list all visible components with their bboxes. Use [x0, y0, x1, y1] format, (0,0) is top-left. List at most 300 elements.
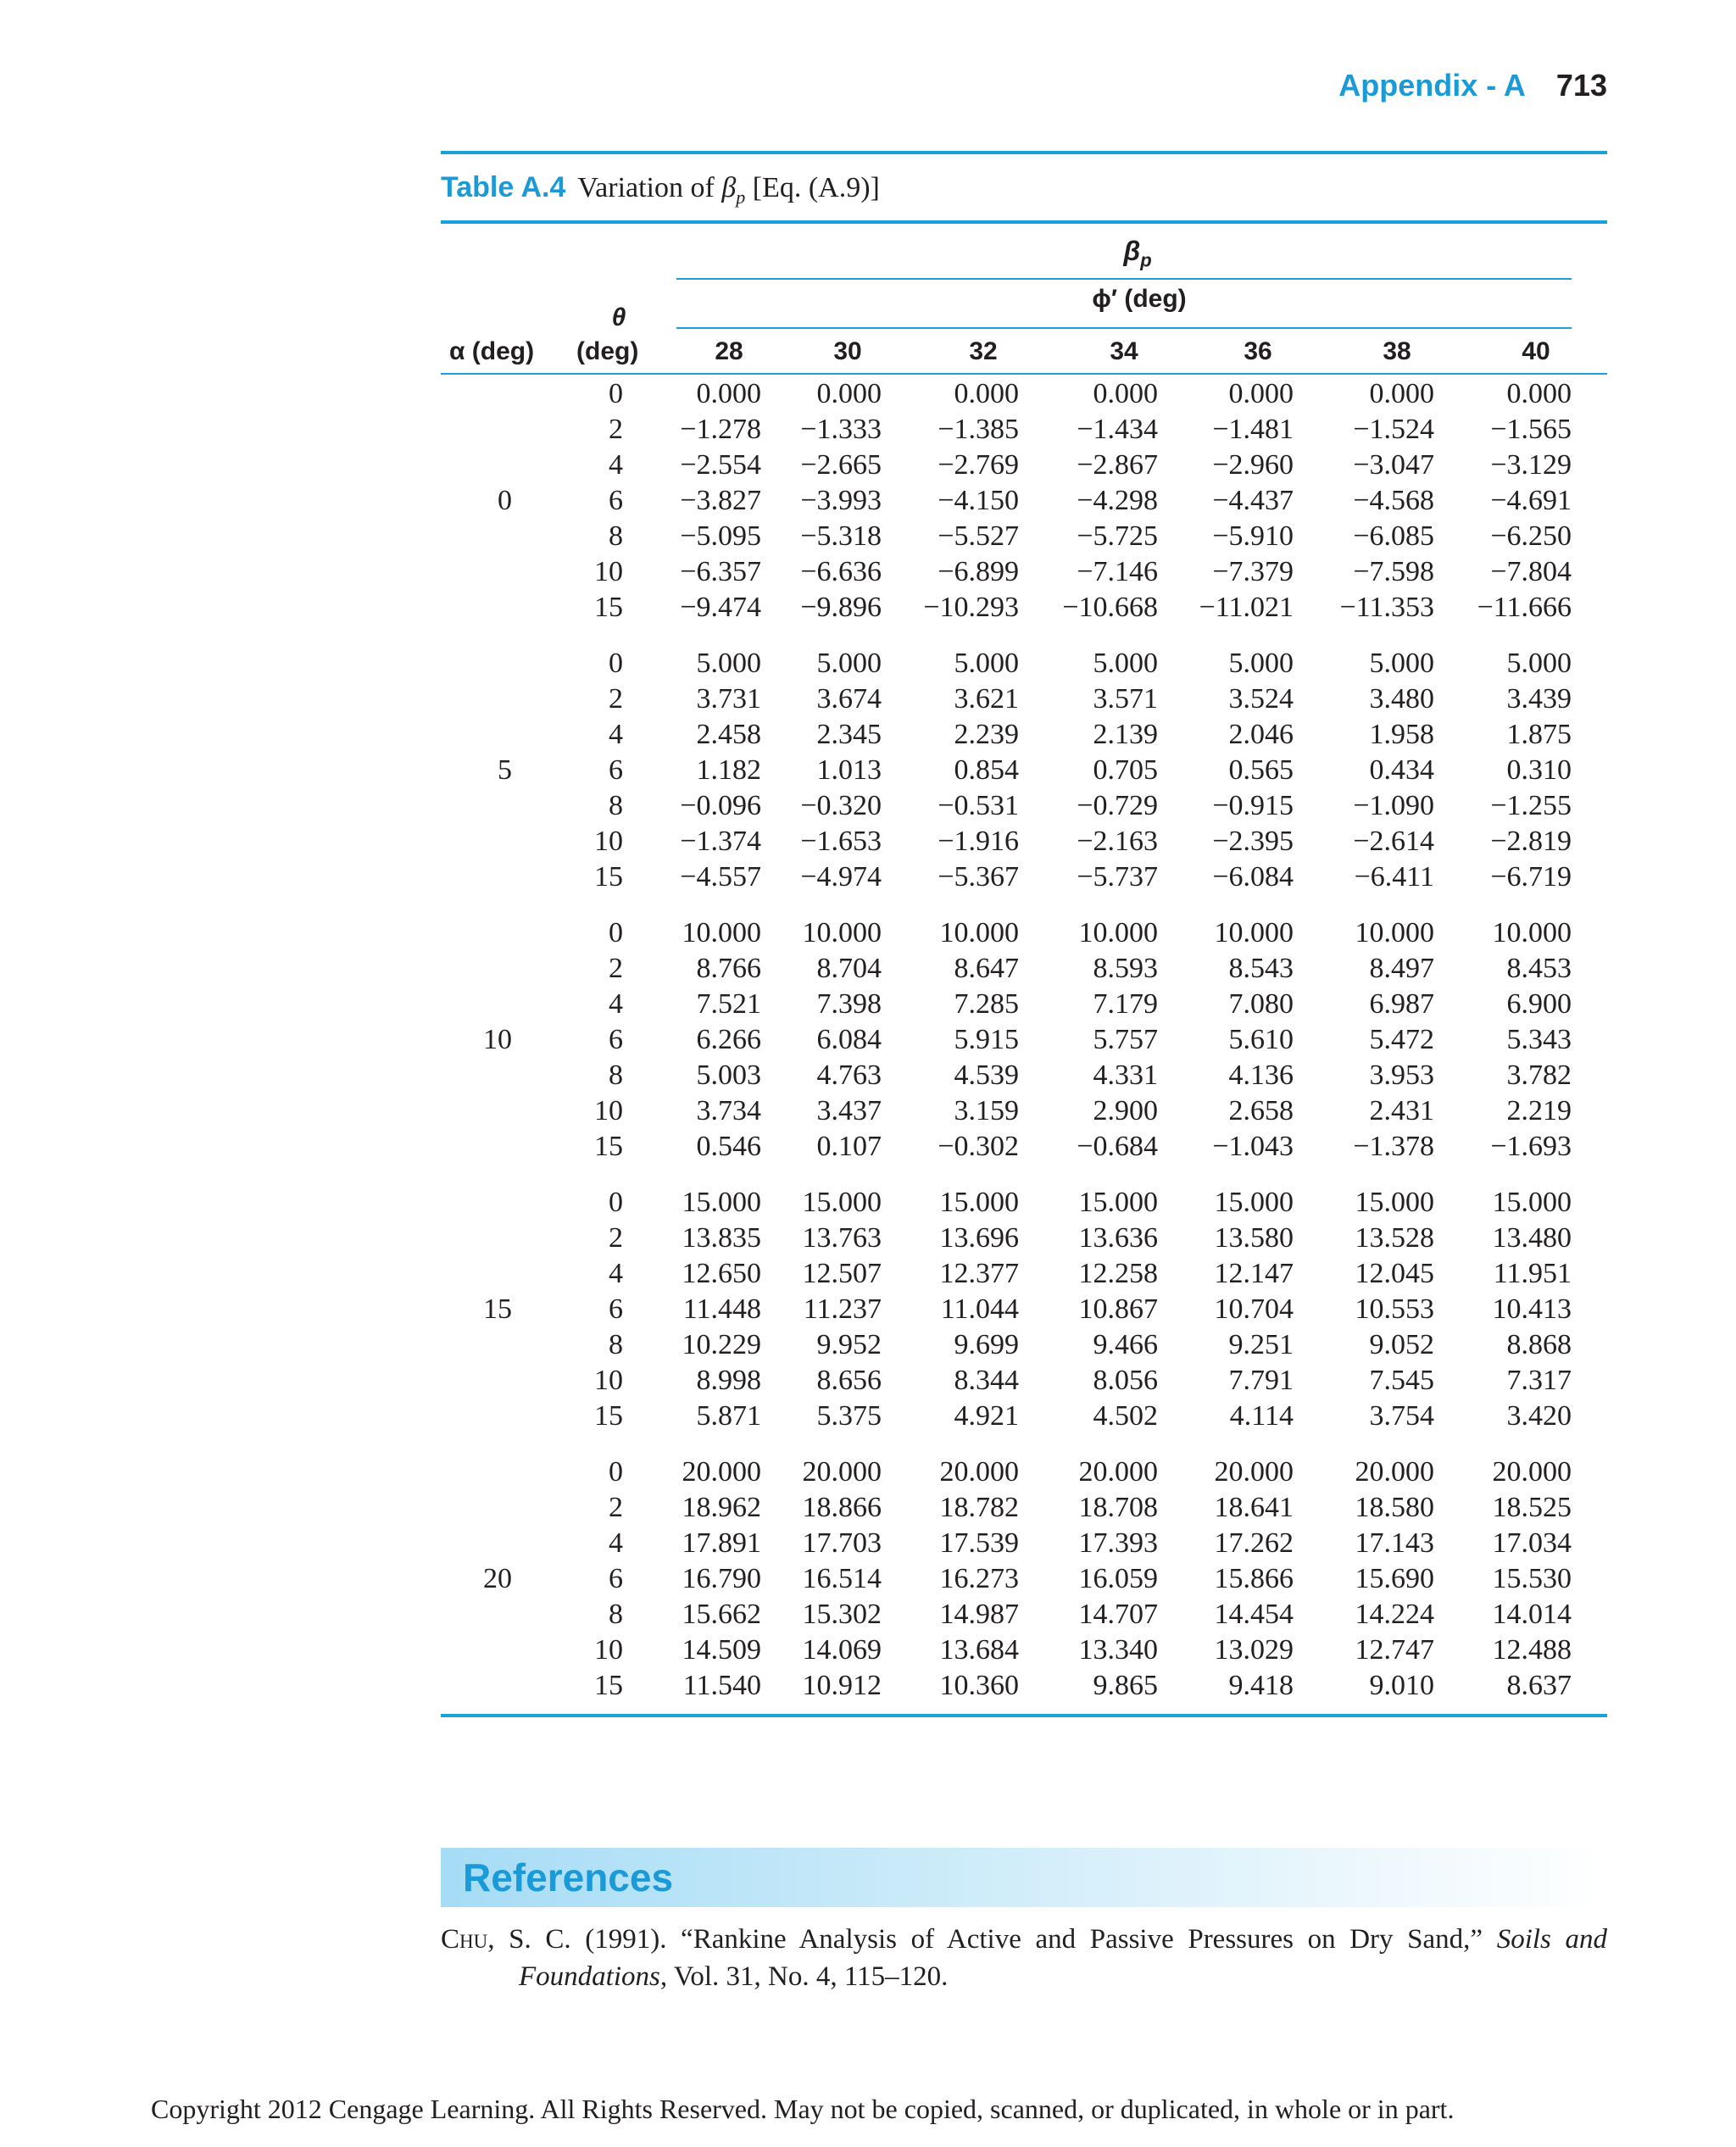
page-header [1338, 68, 1607, 103]
beta-value: 16.790 [682, 1563, 761, 1594]
theta-value: 8 [609, 790, 623, 821]
beta-value: 3.159 [954, 1095, 1019, 1126]
beta-value: −5.737 [1077, 861, 1158, 893]
phi-column-header: 28 [715, 337, 743, 365]
beta-value: 3.621 [954, 683, 1019, 715]
beta-value: −3.129 [1490, 449, 1572, 481]
theta-value: 6 [609, 1293, 623, 1325]
beta-value: 9.052 [1369, 1329, 1434, 1360]
table-row [0, 988, 1736, 1024]
beta-value: 5.003 [696, 1060, 761, 1091]
beta-value: 7.398 [816, 988, 882, 1020]
beta-value: 3.953 [1369, 1060, 1434, 1091]
beta-value: 8.998 [696, 1365, 761, 1396]
beta-value: 20.000 [939, 1456, 1019, 1488]
beta-value: 13.480 [1492, 1222, 1572, 1254]
theta-value: 8 [609, 1599, 623, 1630]
beta-value: 12.045 [1355, 1258, 1434, 1289]
beta-value: 15.690 [1355, 1563, 1434, 1594]
beta-value: 8.543 [1228, 953, 1294, 984]
beta-value: 17.143 [1355, 1527, 1434, 1559]
beta-value: −6.357 [680, 556, 761, 587]
beta-value: 16.514 [802, 1563, 882, 1594]
beta-value: 15.000 [802, 1187, 882, 1218]
beta-value: 10.000 [682, 917, 761, 948]
theta-value: 4 [609, 719, 623, 750]
table-row [0, 1599, 1736, 1634]
beta-value: 8.656 [816, 1365, 882, 1396]
beta-value: −2.554 [680, 449, 761, 481]
beta-value: 1.958 [1369, 719, 1434, 750]
alpha-value: 0 [498, 485, 512, 516]
beta-value: 11.237 [803, 1293, 882, 1325]
beta-value: 17.034 [1492, 1527, 1572, 1559]
beta-value: 15.000 [1078, 1187, 1158, 1218]
rule-mid [441, 220, 1607, 224]
alpha-value: 20 [483, 1563, 512, 1594]
beta-value: −0.729 [1077, 790, 1158, 821]
beta-value: 3.731 [696, 683, 761, 715]
table-row [0, 378, 1736, 414]
beta-value: 8.344 [954, 1365, 1019, 1396]
beta-value: −1.378 [1353, 1131, 1434, 1162]
beta-value: 5.000 [696, 648, 761, 679]
beta-value: 16.273 [939, 1563, 1019, 1594]
theta-value: 0 [609, 648, 623, 679]
beta-value: 0.000 [1228, 378, 1294, 409]
table-row [0, 1563, 1736, 1599]
beta-value: −4.974 [800, 861, 882, 893]
table-row [0, 1329, 1736, 1365]
beta-value: 6.987 [1369, 988, 1434, 1020]
beta-value: 2.458 [696, 719, 761, 750]
beta-value: 14.069 [802, 1634, 882, 1666]
beta-value: 4.136 [1228, 1060, 1294, 1091]
beta-value: 10.000 [939, 917, 1019, 948]
thin-rule-2 [676, 327, 1572, 329]
beta-value: 18.708 [1078, 1492, 1158, 1523]
table-row [0, 1365, 1736, 1400]
beta-value: −1.043 [1212, 1131, 1294, 1162]
beta-value: 3.480 [1369, 683, 1434, 715]
beta-value: 0.000 [696, 378, 761, 409]
theta-value: 10 [594, 1365, 623, 1396]
table-caption [441, 171, 880, 209]
beta-value: −2.819 [1490, 826, 1572, 857]
beta-value: 8.704 [816, 953, 882, 984]
beta-value: 8.647 [954, 953, 1019, 984]
beta-value: 12.147 [1214, 1258, 1294, 1289]
beta-value: 6.900 [1506, 988, 1572, 1020]
beta-value: 20.000 [1078, 1456, 1158, 1488]
beta-value: 12.377 [939, 1258, 1019, 1289]
beta-value: 0.000 [1093, 378, 1158, 409]
beta-value: −5.910 [1212, 520, 1294, 552]
beta-value: 0.434 [1369, 754, 1434, 786]
page-number: 713 [1555, 68, 1607, 103]
table-row [0, 414, 1736, 449]
beta-value: −4.557 [680, 861, 761, 893]
beta-value: −0.684 [1077, 1131, 1158, 1162]
beta-value: 7.285 [954, 988, 1019, 1020]
beta-value: 5.757 [1093, 1024, 1158, 1055]
beta-value: 5.000 [1369, 648, 1434, 679]
table-row [0, 1095, 1736, 1131]
beta-value: 4.539 [954, 1060, 1019, 1091]
beta-value: 0.854 [954, 754, 1019, 786]
theta-value: 2 [609, 1492, 623, 1523]
beta-value: −6.636 [800, 556, 882, 587]
beta-value: 11.044 [940, 1293, 1019, 1325]
beta-value: −2.614 [1353, 826, 1434, 857]
table-row [0, 1456, 1736, 1492]
beta-value: −3.993 [800, 485, 882, 516]
table-row [0, 754, 1736, 790]
beta-header: $\beta_p$ [1123, 236, 1152, 271]
reference-author: Chu, S. C. [441, 1924, 571, 1955]
beta-value: 15.302 [802, 1599, 882, 1630]
beta-value: −0.096 [680, 790, 761, 821]
beta-value: 7.545 [1369, 1365, 1434, 1396]
beta-value: 10.000 [1078, 917, 1158, 948]
table-title-symbol: β [721, 172, 737, 203]
beta-value: −2.395 [1212, 826, 1294, 857]
beta-value: −6.411 [1354, 861, 1434, 893]
beta-value: 10.867 [1078, 1293, 1158, 1325]
beta-value: 10.000 [802, 917, 882, 948]
beta-value: 2.046 [1228, 719, 1294, 750]
beta-value: 5.871 [696, 1400, 761, 1432]
beta-value: 0.310 [1506, 754, 1572, 786]
beta-value: 10.704 [1214, 1293, 1294, 1325]
table-row [0, 790, 1736, 826]
beta-value: 15.000 [1214, 1187, 1294, 1218]
beta-value: −10.293 [923, 592, 1019, 623]
beta-value: 14.454 [1214, 1599, 1294, 1630]
phi-column-header: 38 [1383, 337, 1411, 365]
beta-value: 5.610 [1228, 1024, 1294, 1055]
beta-value: 2.345 [816, 719, 882, 750]
beta-value: −1.524 [1353, 414, 1434, 445]
theta-value: 0 [609, 1456, 623, 1488]
beta-value: 13.580 [1214, 1222, 1294, 1254]
beta-value: 8.766 [696, 953, 761, 984]
beta-value: 1.013 [816, 754, 882, 786]
beta-value: 7.080 [1228, 988, 1294, 1020]
beta-value: −2.163 [1077, 826, 1158, 857]
beta-value: −3.827 [680, 485, 761, 516]
theta-value: 4 [609, 1527, 623, 1559]
beta-value: 14.224 [1355, 1599, 1434, 1630]
copyright-footer: Copyright 2012 Cengage Learning. All Rights Reserved. May not be copied, scanned, or duplicated, in whole or in part. [151, 2094, 1455, 2124]
beta-value: 2.219 [1506, 1095, 1572, 1126]
beta-value: 12.507 [802, 1258, 882, 1289]
beta-value: 6.266 [696, 1024, 761, 1055]
beta-value: 20.000 [802, 1456, 882, 1488]
beta-value: −6.250 [1490, 520, 1572, 552]
table-row [0, 719, 1736, 754]
beta-value: 20.000 [682, 1456, 761, 1488]
beta-value: −2.867 [1077, 449, 1158, 481]
beta-value: −6.085 [1353, 520, 1434, 552]
beta-value: 10.000 [1492, 917, 1572, 948]
beta-value: −0.531 [938, 790, 1019, 821]
beta-value: −1.653 [800, 826, 882, 857]
beta-value: −4.298 [1077, 485, 1158, 516]
beta-value: −4.150 [938, 485, 1019, 516]
beta-value: −1.385 [938, 414, 1019, 445]
theta-value: 0 [609, 917, 623, 948]
beta-value: 0.107 [816, 1131, 882, 1162]
beta-value: 18.962 [682, 1492, 761, 1523]
beta-value: 2.900 [1093, 1095, 1158, 1126]
beta-value: 3.674 [816, 683, 882, 715]
beta-value: 8.593 [1093, 953, 1158, 984]
table-title-prefix: Variation of [577, 172, 722, 203]
theta-value: 4 [609, 1258, 623, 1289]
beta-value: 10.000 [1214, 917, 1294, 948]
beta-value: 9.952 [816, 1329, 882, 1360]
alpha-value: 15 [483, 1293, 512, 1325]
beta-value: 0.565 [1228, 754, 1294, 786]
beta-value: −0.320 [800, 790, 882, 821]
beta-value: 8.453 [1506, 953, 1572, 984]
table-row [0, 1670, 1736, 1705]
table-title-suffix: [Eq. (A.9)] [745, 172, 880, 203]
beta-value: 8.868 [1506, 1329, 1572, 1360]
theta-value: 15 [594, 1131, 623, 1162]
beta-value: 15.662 [682, 1599, 761, 1630]
theta-value: 6 [609, 1563, 623, 1594]
beta-value: −2.769 [938, 449, 1019, 481]
beta-value: −10.668 [1062, 592, 1158, 623]
beta-value: 3.524 [1228, 683, 1294, 715]
beta-value: 16.059 [1078, 1563, 1158, 1594]
theta-value: 15 [594, 861, 623, 893]
beta-value: 0.000 [954, 378, 1019, 409]
beta-value: 1.182 [696, 754, 761, 786]
beta-value: 11.951 [1493, 1258, 1572, 1289]
table-row [0, 1222, 1736, 1258]
phi-column-header: 40 [1522, 337, 1550, 365]
beta-value: 5.000 [954, 648, 1019, 679]
beta-value: 9.251 [1228, 1329, 1294, 1360]
beta-value: 13.029 [1214, 1634, 1294, 1666]
beta-value: 3.439 [1506, 683, 1572, 715]
beta-value: 11.448 [682, 1293, 761, 1325]
beta-value: 3.437 [816, 1095, 882, 1126]
beta-value: 20.000 [1492, 1456, 1572, 1488]
theta-value: 2 [609, 1222, 623, 1254]
table-row [0, 1258, 1736, 1293]
beta-value: 0.000 [1506, 378, 1572, 409]
beta-value: 4.921 [954, 1400, 1019, 1432]
table-row [0, 485, 1736, 520]
beta-value: −1.255 [1490, 790, 1572, 821]
beta-value: 13.636 [1078, 1222, 1158, 1254]
theta-value: 10 [594, 1634, 623, 1666]
beta-value: 13.340 [1078, 1634, 1158, 1666]
beta-value: 2.658 [1228, 1095, 1294, 1126]
beta-value: 6.084 [816, 1024, 882, 1055]
references-band [441, 1848, 1607, 1907]
beta-value: 9.699 [954, 1329, 1019, 1360]
table-row [0, 520, 1736, 556]
beta-value: −4.568 [1353, 485, 1434, 516]
beta-value: 12.747 [1355, 1634, 1434, 1666]
beta-value: 3.734 [696, 1095, 761, 1126]
alpha-value: 10 [483, 1024, 512, 1055]
table-row [0, 953, 1736, 988]
beta-value: −5.318 [800, 520, 882, 552]
table-row [0, 1131, 1736, 1166]
beta-value: −7.379 [1212, 556, 1294, 587]
beta-value: 0.705 [1093, 754, 1158, 786]
table-row [0, 1060, 1736, 1095]
theta-value: 15 [594, 1400, 623, 1432]
table-row [0, 1400, 1736, 1436]
beta-value: 9.418 [1228, 1670, 1294, 1701]
beta-value: 15.000 [1492, 1187, 1572, 1218]
table-label: Table A.4 [441, 171, 566, 203]
beta-value: −5.367 [938, 861, 1019, 893]
beta-value: 13.763 [802, 1222, 882, 1254]
table-row [0, 1527, 1736, 1563]
beta-value: 18.641 [1214, 1492, 1294, 1523]
beta-value: −0.915 [1212, 790, 1294, 821]
table-row [0, 1293, 1736, 1329]
phi-column-header: 34 [1110, 337, 1138, 365]
beta-value: 20.000 [1214, 1456, 1294, 1488]
beta-value: 13.696 [939, 1222, 1019, 1254]
table-row [0, 449, 1736, 485]
beta-value: 18.580 [1355, 1492, 1434, 1523]
beta-value: −1.481 [1212, 414, 1294, 445]
beta-value: −1.693 [1490, 1131, 1572, 1162]
beta-value: 5.343 [1506, 1024, 1572, 1055]
table-row [0, 861, 1736, 897]
beta-value: 17.703 [802, 1527, 882, 1559]
beta-value: −5.527 [938, 520, 1019, 552]
beta-value: 14.014 [1492, 1599, 1572, 1630]
theta-value: 8 [609, 1060, 623, 1091]
beta-value: −1.090 [1353, 790, 1434, 821]
appendix-label: Appendix - A [1338, 68, 1526, 103]
table-row [0, 1024, 1736, 1060]
thin-rule-1 [676, 278, 1572, 280]
beta-value: −3.047 [1353, 449, 1434, 481]
reference-year-title: (1991). “Rankine Analysis of Active and Passive Pressures on Dry Sand,” [570, 1924, 1497, 1955]
theta-value: 6 [609, 1024, 623, 1055]
beta-value: −9.896 [800, 592, 882, 623]
beta-value: 7.791 [1228, 1365, 1294, 1396]
beta-value: 9.010 [1369, 1670, 1434, 1701]
beta-value: −6.084 [1212, 861, 1294, 893]
theta-column-header: (deg) [576, 337, 639, 365]
beta-value: 15.000 [939, 1187, 1019, 1218]
beta-value: 14.707 [1078, 1599, 1158, 1630]
beta-value: 7.521 [696, 988, 761, 1020]
beta-value: 14.987 [939, 1599, 1019, 1630]
reference-entry [441, 1921, 1607, 1995]
rule-bottom [441, 1714, 1607, 1717]
table-row [0, 556, 1736, 592]
table-row [0, 826, 1736, 861]
phi-column-header: 30 [833, 337, 862, 365]
theta-value: 15 [594, 592, 623, 623]
theta-value: 2 [609, 414, 623, 445]
beta-value: −9.474 [680, 592, 761, 623]
beta-value: 12.488 [1492, 1634, 1572, 1666]
beta-value: 12.258 [1078, 1258, 1158, 1289]
beta-value: 3.571 [1093, 683, 1158, 715]
beta-value: 15.000 [1355, 1187, 1434, 1218]
beta-value: 13.684 [939, 1634, 1019, 1666]
beta-value: 15.000 [682, 1187, 761, 1218]
beta-value: 17.891 [682, 1527, 761, 1559]
theta-value: 10 [594, 826, 623, 857]
beta-value: 18.782 [939, 1492, 1019, 1523]
theta-symbol-header: θ [611, 303, 626, 331]
theta-value: 10 [594, 556, 623, 587]
beta-value: −6.899 [938, 556, 1019, 587]
beta-value: −1.434 [1077, 414, 1158, 445]
beta-value: 12.650 [682, 1258, 761, 1289]
beta-value: 7.179 [1093, 988, 1158, 1020]
beta-value: 3.420 [1506, 1400, 1572, 1432]
column-headers [0, 337, 1736, 371]
beta-value: 13.835 [682, 1222, 761, 1254]
beta-value: −2.960 [1212, 449, 1294, 481]
beta-value: 0.000 [1369, 378, 1434, 409]
beta-value: 2.431 [1369, 1095, 1434, 1126]
beta-value: 5.472 [1369, 1024, 1434, 1055]
beta-value: −4.691 [1490, 485, 1572, 516]
beta-value: 14.509 [682, 1634, 761, 1666]
theta-value: 8 [609, 520, 623, 552]
beta-value: −6.719 [1490, 861, 1572, 893]
table-row [0, 648, 1736, 683]
theta-value: 6 [609, 485, 623, 516]
phi-column-header: 32 [969, 337, 998, 365]
beta-value: −1.916 [938, 826, 1019, 857]
beta-value: 13.528 [1355, 1222, 1434, 1254]
beta-value: 18.866 [802, 1492, 882, 1523]
beta-value: 17.393 [1078, 1527, 1158, 1559]
beta-value: −1.278 [680, 414, 761, 445]
beta-value: −1.333 [800, 414, 882, 445]
beta-value: 10.553 [1355, 1293, 1434, 1325]
beta-value: 2.139 [1093, 719, 1158, 750]
beta-value: 10.000 [1355, 917, 1434, 948]
beta-value: −1.565 [1490, 414, 1572, 445]
beta-value: 18.525 [1492, 1492, 1572, 1523]
theta-value: 0 [609, 378, 623, 409]
beta-value: 0.000 [816, 378, 882, 409]
beta-value: 9.466 [1093, 1329, 1158, 1360]
beta-value: 15.530 [1492, 1563, 1572, 1594]
table-title-symbol-sub: p [736, 186, 746, 208]
table-row [0, 1492, 1736, 1527]
beta-value: 15.866 [1214, 1563, 1294, 1594]
phi-header: ϕ′ (deg) [1092, 285, 1187, 313]
beta-value: −4.437 [1212, 485, 1294, 516]
phi-column-header: 36 [1244, 337, 1272, 365]
beta-header-sub: p [1140, 249, 1152, 271]
beta-value: −11.666 [1477, 592, 1572, 623]
beta-value: 5.000 [1228, 648, 1294, 679]
table-row [0, 683, 1736, 719]
